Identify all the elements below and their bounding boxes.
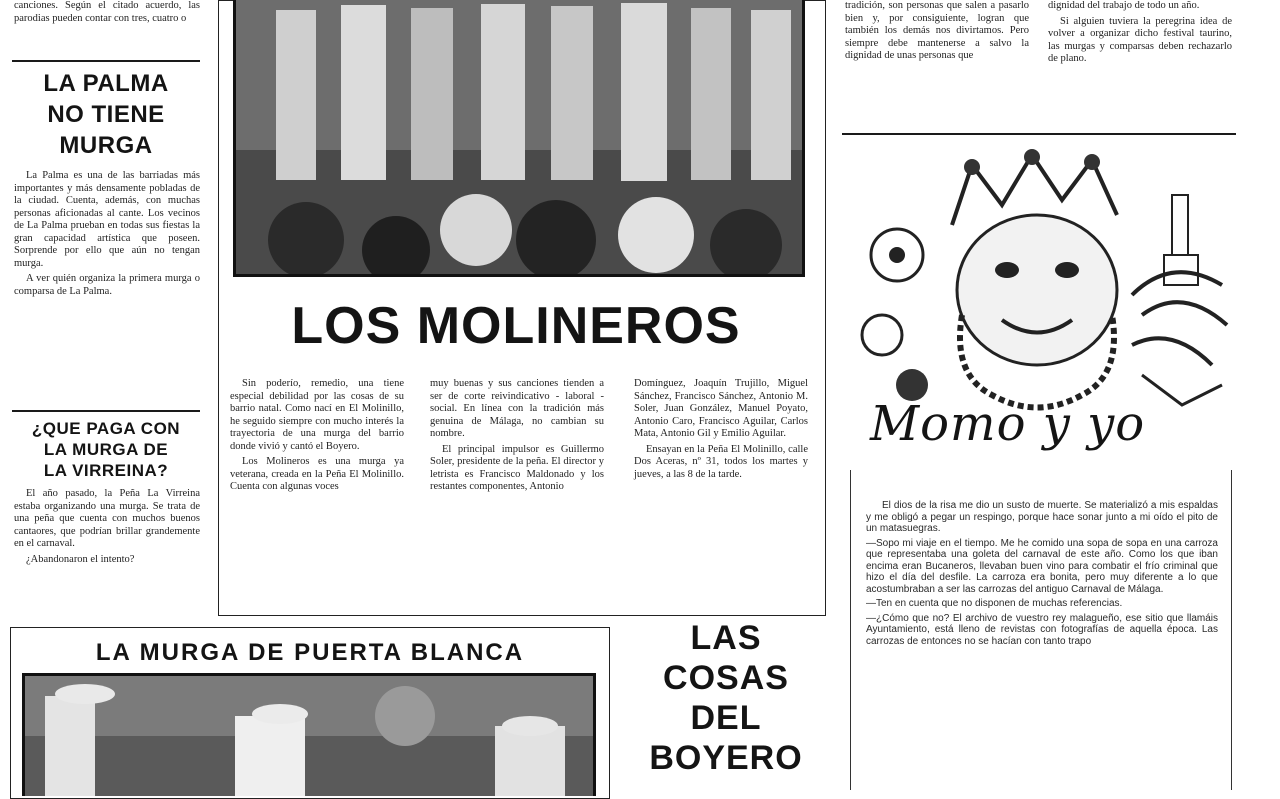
headline-la-palma: LA PALMA NO TIENE MURGA xyxy=(43,70,169,159)
headline-los-molineros: LOS MOLINEROS xyxy=(291,297,741,355)
puerta-blanca-photo xyxy=(22,673,596,796)
right-top-col-a: tradición, son personas que salen a pasarlo bien y, por consiguiente, logran que también los demás nos divirtamos. Pero siempre debe mantenerse a salvo la dignidad de unas personas que xyxy=(845,0,1029,61)
right-top-col-b: dignidad del trabajo de todo un año. Si alguien tuviera la peregrina idea de volver a organizar dicho festival taurino, las murgas y comparsas deben rechazarlo de plano. xyxy=(1048,0,1232,64)
headline-la-virreina: ¿QUE PAGA CON LA MURGA DE LA VIRREINA? xyxy=(31,419,181,480)
story-la-virreina: El año pasado, la Peña La Virreina estaba organizando una murga. Se trata de una peña que cuenta con muchos buenos cantaores, que podrían brillar grandemente en el carnaval. ¿Abandonaron el intento? xyxy=(14,488,200,565)
col1-top-text: canciones. Según el citado acuerdo, las parodias pueden contar con tres, cuatro o xyxy=(14,0,200,24)
headline-puerta-blanca: LA MURGA DE PUERTA BLANCA xyxy=(95,639,525,666)
col1-rule-2 xyxy=(12,410,200,412)
molineros-photo xyxy=(233,0,805,277)
right-top-rule xyxy=(842,133,1236,135)
headline-boyero: LAS COSAS DEL BOYERO xyxy=(649,619,803,777)
puerta-blanca-photo-image xyxy=(25,676,593,796)
col1-rule-1 xyxy=(12,60,200,62)
molineros-col-a: Sin poderío, remedio, una tiene especial debilidad por las cosas de su barrio natal. Como nací en El Molinillo, he seguido siempre con mucho interés la trayectoria de una murga del barrio donde vivió y cantó el Boyero. Los Molineros es una murga ya veterana, creada en la Peña El Molinillo. Cuenta con algunas voces xyxy=(230,378,404,492)
molineros-col-b: muy buenas y sus canciones tienden a ser de corte reivindicativo - laboral - social. En línea con la tradición más genuina de Málaga, no cambian su nombre. El principal impulsor es Guillermo Soler, presidente de la peña. El director y letrista es Francisco Maldonado y los restantes componentes, Antonio xyxy=(430,378,604,492)
molineros-photo-image xyxy=(236,0,802,274)
story-la-palma: La Palma es una de las barriadas más importantes y más densamente pobladas de la ciudad. Cuenta, además, con muchas personas aficionadas al cante. Los vecinos de La Palma prueban en todas sus fiestas la gran capacidad artística que poseen. Sorprende por ello que aún no tengan murga. A ver quién organiza la primera murga o comparsa de La Palma. xyxy=(14,170,200,297)
momo-title: Momo y yo xyxy=(870,396,1146,452)
momo-text: El dios de la risa me dio un susto de muerte. Se materializó a mis espaldas y me obligó a pegar un respingo, porque hace sonar junto a mi oído el pito de un matasuegras. —Sopo mi viaje en el tiempo. Me he comido una sopa de sopa en una carroza que representaba una goleta del carnaval de este año. Como los que iban encima eran Bucaneros, llevaban buen vino para combatir el frío criminal que hizo el día del desfile. La carroza era bonita, pero muy diferente a lo que acostumbraban a ser las carrozas del antiguo Carnaval de Málaga. —Ten en cuenta que no disponen de muchas referencias. —¿Cómo que no? El archivo de vuestro rey malagueño, ese sitio que llamáis Ayuntamiento, está lleno de revistas con fotografías de aquella época. Las carrozas de entonces no se hacían con tanto trapo xyxy=(866,500,1218,647)
molineros-col-c: Domínguez, Joaquín Trujillo, Miguel Sánchez, Francisco Sánchez, Antonio M. Soler, Juan González, Manuel Poyato, Antonio Caro, Francisco Aguilar, Carlos Mata, Antonio Gil y Emilio Aguilar. Ensayan en la Peña El Molinillo, calle Dos Aceras, nº 31, todos los martes y jueves, a las 8 de la tarde. xyxy=(634,378,808,480)
